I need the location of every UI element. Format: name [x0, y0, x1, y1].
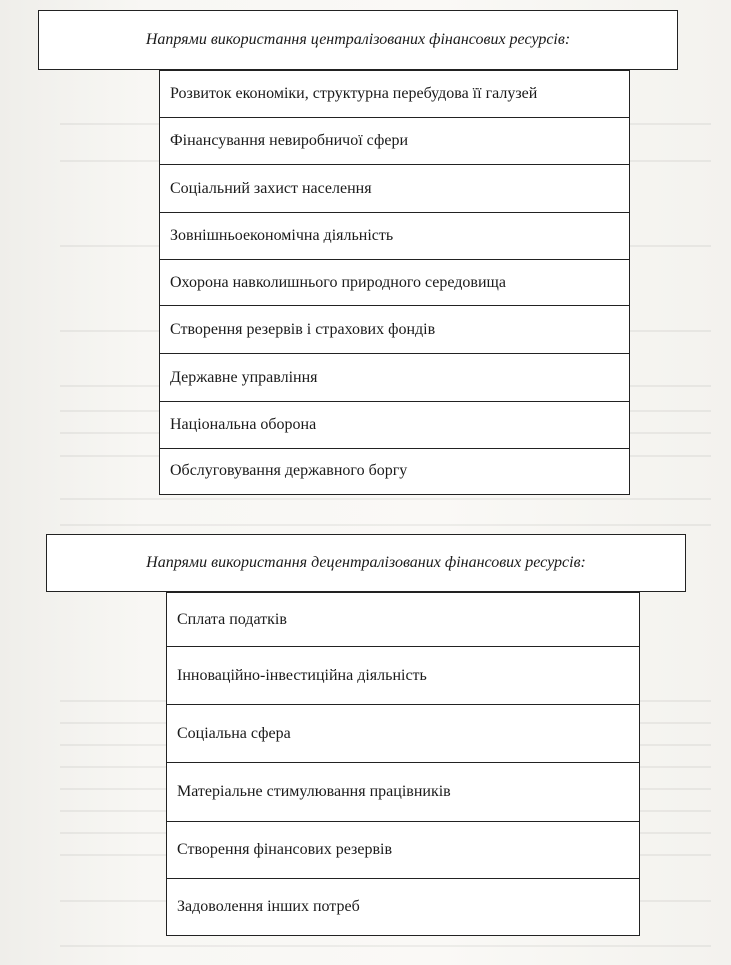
decentralized-title: Напрями використання децентралізованих фінансових ресурсів:: [146, 554, 586, 571]
list-item: Соціальний захист населення: [160, 165, 629, 213]
centralized-title: Напрями використання централізованих фінансових ресурсів:: [145, 31, 571, 48]
list-item: Інноваційно-інвестиційна діяльність: [167, 647, 639, 705]
list-item: Розвиток економіки, структурна перебудова її галузей: [160, 71, 629, 118]
list-item: Створення резервів і страхових фондів: [160, 306, 629, 354]
list-item: Державне управління: [160, 354, 629, 402]
decentralized-list: [166, 592, 640, 936]
decentralized-header: [46, 534, 686, 592]
list-item: Національна оборона: [160, 402, 629, 449]
list-item: Обслуговування державного боргу: [170, 462, 408, 479]
centralized-header: [38, 10, 678, 70]
list-item: Фінансування невиробничої сфери: [160, 118, 629, 165]
list-item: Створення фінансових резервів: [167, 822, 639, 879]
list-item: Соціальна сфера: [167, 705, 639, 763]
list-item: Сплата податків: [167, 593, 639, 647]
centralized-list: [159, 70, 630, 495]
list-item: Матеріальне стимулювання працівників: [167, 763, 639, 822]
list-item: Зовнішньоекономічна діяльність: [160, 213, 629, 260]
list-item: Охорона навколишнього природного середовища: [160, 260, 629, 306]
list-item: Задоволення інших потреб: [177, 897, 360, 915]
